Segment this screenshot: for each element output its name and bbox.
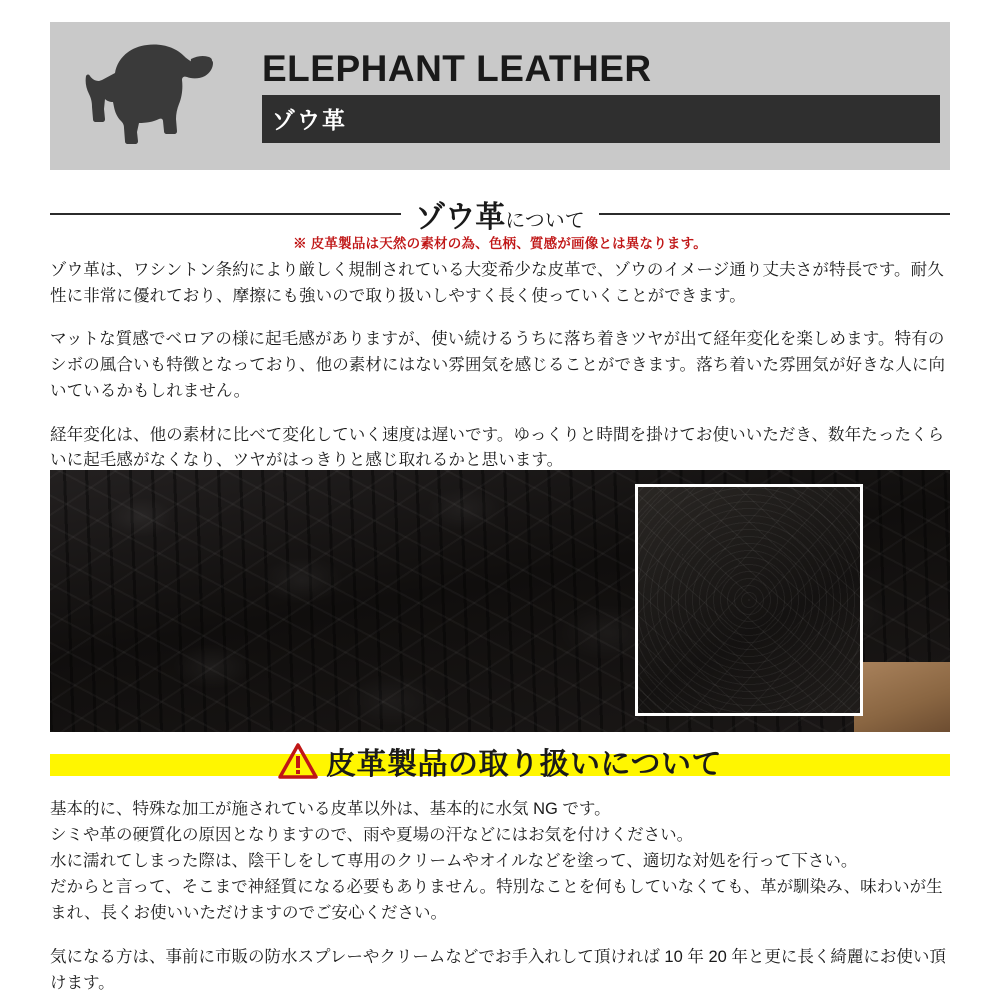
care-line: シミや革の硬質化の原因となりますので、雨や夏場の汗などにはお気を付けください。 xyxy=(50,826,694,845)
warning-triangle-icon xyxy=(278,743,318,779)
page-title-ja: ゾウ革 xyxy=(262,95,940,143)
paragraph: マットな質感でベロアの様に起毛感がありますが、使い続けるうちに落ち着きツヤが出て経年変化を楽しめます。特有のシボの風合いも特徴となっており、他の素材にはない雰囲気を感じることができます。落ち着いた雰囲気が好きな人に向いているかもしれません。 xyxy=(50,330,946,400)
care-body-copy xyxy=(50,796,956,996)
wood-background-corner xyxy=(854,662,950,732)
care-line: だからと言って、そこまで神経質になる必要もありません。特別なことを何もしていなくても、革が馴染み、味わいが生まれ、長くお使いいただけますのでご安心ください。 xyxy=(50,878,943,923)
page-title-en: ELEPHANT LEATHER xyxy=(262,47,652,89)
section-heading-main: ゾウ革 xyxy=(415,201,506,234)
paragraph: ゾウ革は、ワシントン条約により厳しく規制されている大変希少な皮革で、ゾウのイメージ通り丈夫さが特長です。耐久性に非常に優れており、摩擦にも強いので取り扱いしやすく長く使っていくことができます。 xyxy=(50,261,944,305)
paragraph: 経年変化は、他の素材に比べて変化していく速度は遅いです。ゆっくりと時間を掛けてお使いいただき、数年たったくらいに起毛感がなくなり、ツヤがはっきりと感じ取れるかと思います。 xyxy=(50,425,945,470)
rule-left xyxy=(50,213,401,215)
leather-closeup-inset xyxy=(635,484,863,716)
section-heading-suffix: について xyxy=(505,210,585,232)
care-closing-line: 気になる方は、事前に市販の防水スプレーやクリームなどでお手入れして頂ければ 10 年 20 年と更に長く綺麗にお使い頂けます。 xyxy=(50,948,946,993)
section-heading-label xyxy=(401,192,599,236)
disclaimer-notice: ※ 皮革製品は天然の素材の為、色柄、質感が画像とは異なります。 xyxy=(293,236,707,251)
care-section-heading xyxy=(50,740,950,782)
header-banner xyxy=(50,22,950,170)
care-line: 水に濡れてしまった際は、陰干しをして専用のクリームやオイルなどを塗って、適切な対処を行って下さい。 xyxy=(50,852,858,871)
section-heading xyxy=(50,192,950,236)
header-text xyxy=(262,22,950,170)
care-line: 基本的に、特殊な加工が施されている皮革以外は、基本的に水気 NG です。 xyxy=(50,800,611,818)
leather-texture-photo xyxy=(50,470,950,732)
rule-right xyxy=(599,213,950,215)
elephant-silhouette-icon xyxy=(50,22,262,170)
care-title: 皮革製品の取り扱いについて xyxy=(326,748,722,781)
intro-body-copy xyxy=(50,258,956,492)
